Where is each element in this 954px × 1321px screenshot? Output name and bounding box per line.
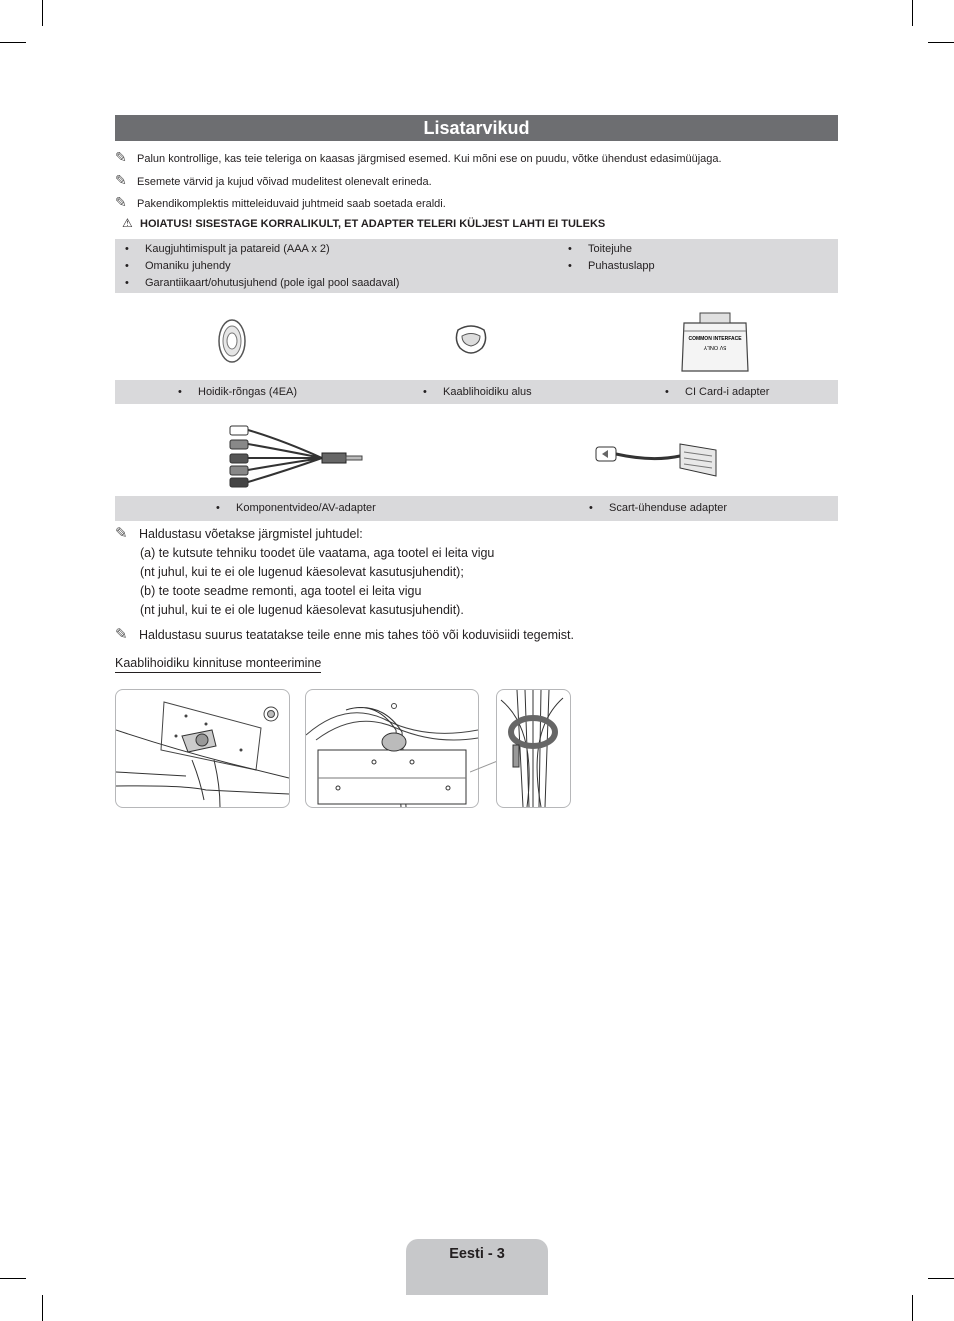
page-number: Eesti - 3 xyxy=(449,1246,505,1262)
component-av-adapter-illustration xyxy=(222,420,372,492)
ci-card-voltage-text: 5V ONLY xyxy=(703,344,727,350)
list-item: • Komponentvideo/AV-adapter xyxy=(236,501,376,515)
paragraph-line: (a) te kutsute tehniku toodet üle vaatama, aga tootel ei leita vigu xyxy=(140,546,495,560)
paragraph-line: (nt juhul, kui te ei ole lugenud käesolevat kasutusjuhendit); xyxy=(140,565,464,579)
note: ✎ Esemete värvid ja kujud võivad mudelitest olenevalt erineda. xyxy=(115,172,432,188)
assembly-step-3-detail-illustration xyxy=(496,689,571,808)
warning-triangle-icon: ⚠ xyxy=(122,216,133,230)
crop-mark xyxy=(928,1278,954,1279)
crop-mark xyxy=(0,42,26,43)
tv-stand-rear-drawing xyxy=(116,690,289,807)
list-item: • Kaugjuhtimispult ja patareid (AAA x 2) xyxy=(145,242,330,256)
assembly-step-1-illustration xyxy=(115,689,290,808)
note: ✎ Haldustasu suurus teatatakse teile enne mis tahes töö või koduvisiidi tegemist. xyxy=(115,626,574,643)
list-item: • Garantiikaart/ohutusjuhend (pole igal pool saadaval) xyxy=(145,276,399,290)
pencil-note-icon: ✎ xyxy=(115,149,127,165)
section-heading: Kaablihoidiku kinnituse monteerimine xyxy=(115,656,321,673)
page-number-tab xyxy=(406,1239,548,1295)
list-item: • Omaniku juhendy xyxy=(145,259,231,273)
pencil-note-icon: ✎ xyxy=(115,172,127,188)
assembly-step-2-illustration xyxy=(305,689,479,808)
list-item: • Kaablihoidiku alus xyxy=(443,385,532,399)
list-item: • Hoidik-rõngas (4EA) xyxy=(198,385,297,399)
cable-holder-mounted-drawing xyxy=(306,690,478,807)
paragraph-line: (b) te toote seadme remonti, aga tootel ei leita vigu xyxy=(140,584,422,598)
pencil-note-icon: ✎ xyxy=(115,194,127,210)
crop-mark xyxy=(928,42,954,43)
note: ✎ Palun kontrollige, kas teie teleriga on kaasas järgmised esemed. Kui mõni ese on puudu, võtke ühendust edasimüüjaga. xyxy=(115,149,722,165)
list-item: • Toitejuhe xyxy=(588,242,632,256)
crop-mark xyxy=(912,1295,913,1321)
note: ✎ Pakendikomplektis mitteleiduvaid juhtmeid saab soetada eraldi. xyxy=(115,194,446,210)
note: ✎ Haldustasu võetakse järgmistel juhtudel: xyxy=(115,525,363,542)
pencil-note-icon: ✎ xyxy=(115,626,128,643)
ci-card-adapter-illustration xyxy=(680,309,750,373)
list-item: • CI Card-i adapter xyxy=(685,385,769,399)
cable-holder-base-illustration xyxy=(452,322,490,360)
pencil-note-icon: ✎ xyxy=(115,525,128,542)
holder-ring-illustration xyxy=(212,315,252,367)
cable-bundle-detail-drawing xyxy=(497,690,570,807)
crop-mark xyxy=(42,0,43,26)
paragraph-line: (nt juhul, kui te ei ole lugenud käesolevat kasutusjuhendit). xyxy=(140,603,464,617)
crop-mark xyxy=(0,1278,26,1279)
ci-card-label-text: COMMON INTERFACE xyxy=(688,336,742,342)
warning-note: ⚠ HOIATUS! SISESTAGE KORRALIKULT, ET ADAPTER TELERI KÜLJEST LAHTI EI TULEKS xyxy=(122,216,606,230)
page-title: Lisatarvikud xyxy=(115,115,838,141)
list-item: • Puhastuslapp xyxy=(588,259,655,273)
crop-mark xyxy=(912,0,913,26)
crop-mark xyxy=(42,1295,43,1321)
accessory-labels-band xyxy=(115,496,838,521)
list-item: • Scart-ühenduse adapter xyxy=(609,501,727,515)
scart-adapter-illustration xyxy=(592,432,722,482)
